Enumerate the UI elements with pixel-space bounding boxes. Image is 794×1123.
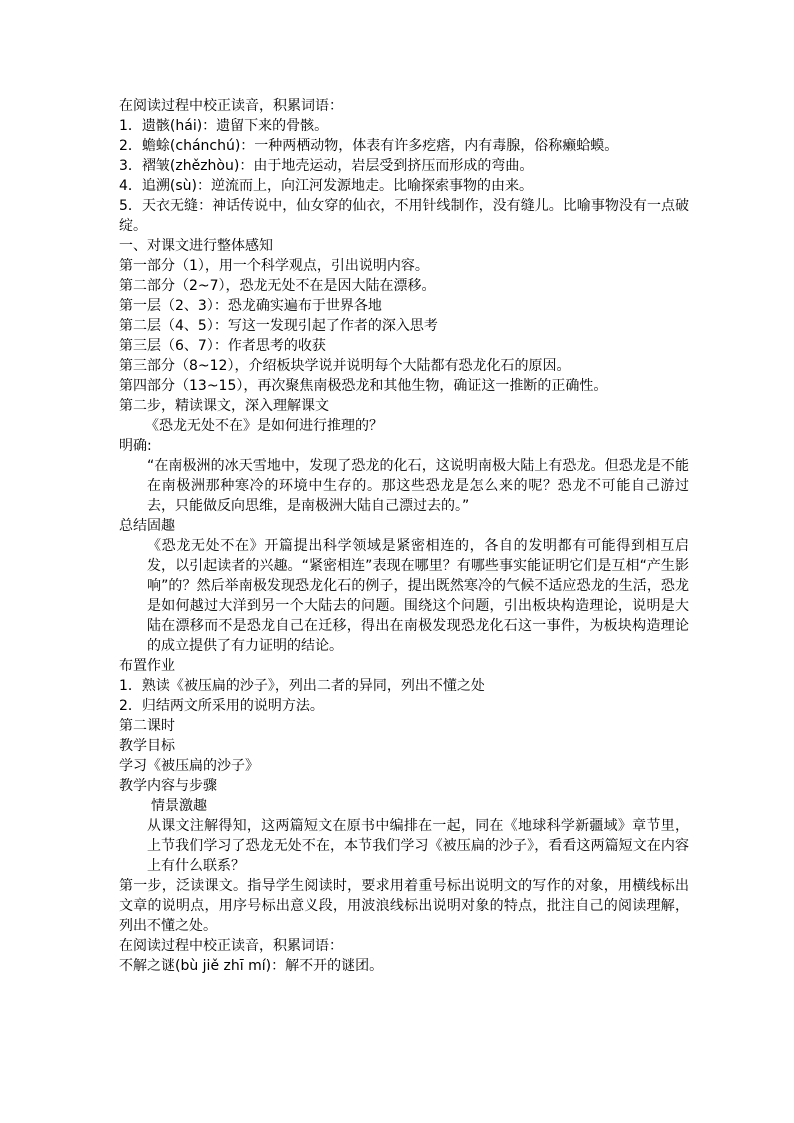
vocab-intro: 在阅读过程中校正读音，积累词语： xyxy=(119,98,343,114)
goal-heading: 教学目标 xyxy=(119,738,175,754)
vocab-item: 不解之谜(bù jiě zhī mí)：解不开的谜团。 xyxy=(119,958,384,974)
scenario-heading: 情景激趣 xyxy=(151,798,207,814)
structure-line: 第三层（6、7）：作者思考的收获 xyxy=(119,338,326,354)
document-body xyxy=(119,96,689,976)
answer-paragraph: “在南极洲的冰天雪地中，发现了恐龙的化石，这说明南极大陆上有恐龙。但恐龙是不能在南极洲那种寒冷的环境中生存的。那这些恐龙是怎么来的呢？恐龙不可能自己游过去，只能做反向思维，是南极洲大陆自己漂过去的。” xyxy=(147,458,689,514)
scenario-paragraph: 从课文注解得知，这两篇短文在原书中编排在一起，同在《地球科学新疆域》章节里，上节我们学习了恐龙无处不在，本节我们学习《被压扁的沙子》，看看这两篇短文在内容上有什么联系？ xyxy=(147,818,689,874)
homework-item: 1．熟读《被压扁的沙子》，列出二者的异同，列出不懂之处 xyxy=(119,678,485,694)
vocab-item: 3．褶皱(zhězhòu)：由于地壳运动，岩层受到挤压而形成的弯曲。 xyxy=(119,158,534,174)
goal-text: 学习《被压扁的沙子》 xyxy=(119,758,259,774)
vocab-item: 5．天衣无缝：神话传说中，仙女穿的仙衣，不用针线制作，没有缝儿。比喻事物没有一点破绽。 xyxy=(119,198,689,234)
lesson-title: 第二课时 xyxy=(119,718,175,734)
step1-paragraph: 第一步，泛读课文。指导学生阅读时，要求用着重号标出说明文的写作的对象，用横线标出文章的说明点，用序号标出意义段，用波浪线标出说明对象的特点，批注自己的阅读理解，列出不懂之处。 xyxy=(119,878,689,934)
section-heading: 一、对课文进行整体感知 xyxy=(119,238,273,254)
structure-line: 第二层（4、5）：写这一发现引起了作者的深入思考 xyxy=(119,318,438,334)
structure-line: 第三部分（8~12），介绍板块学说并说明每个大陆都有恐龙化石的原因。 xyxy=(119,358,571,374)
answer-label: 明确: xyxy=(119,438,152,454)
summary-label: 总结固趣 xyxy=(119,518,175,534)
question: 《恐龙无处不在》是如何进行推理的？ xyxy=(145,418,383,434)
homework-heading: 布置作业 xyxy=(119,658,175,674)
vocab-item: 2．蟾蜍(chánchú)：一种两栖动物，体表有许多疙瘩，内有毒腺，俗称癞蛤蟆。 xyxy=(119,138,619,154)
vocab-item: 1．遗骸(hái)：遗留下来的骨骸。 xyxy=(119,118,329,134)
vocab-intro: 在阅读过程中校正读音，积累词语： xyxy=(119,938,343,954)
structure-line: 第一部分（1），用一个科学观点，引出说明内容。 xyxy=(119,258,429,274)
homework-item: 2．归结两文所采用的说明方法。 xyxy=(119,698,324,714)
structure-line: 第四部分（13~15），再次聚焦南极恐龙和其他生物，确证这一推断的正确性。 xyxy=(119,378,608,394)
structure-line: 第二部分（2~7），恐龙无处不在是因大陆在漂移。 xyxy=(119,278,436,294)
section-heading: 第二步，精读课文，深入理解课文 xyxy=(119,398,329,414)
vocab-item: 4．追溯(sù)：逆流而上，向江河发源地走。比喻探索事物的由来。 xyxy=(119,178,533,194)
steps-heading: 教学内容与步骤 xyxy=(119,778,217,794)
summary-paragraph: 《恐龙无处不在》开篇提出科学领域是紧密相连的，各自的发明都有可能得到相互启发，以引起读者的兴趣。“紧密相连”表现在哪里？有哪些事实能证明它们是互相“产生影响”的？然后举南极发现恐龙化石的例子，提出既然寒冷的气候不适应恐龙的生活，恐龙是如何越过大洋到另一个大陆去的问题。围绕这个问题，引出板块构造理论，说明是大陆在漂移而不是恐龙自己在迁移，得出在南极发现恐龙化石这一事件，为板块构造理论的成立提供了有力证明的结论。 xyxy=(147,538,689,654)
structure-line: 第一层（2、3）：恐龙确实遍布于世界各地 xyxy=(119,298,382,314)
